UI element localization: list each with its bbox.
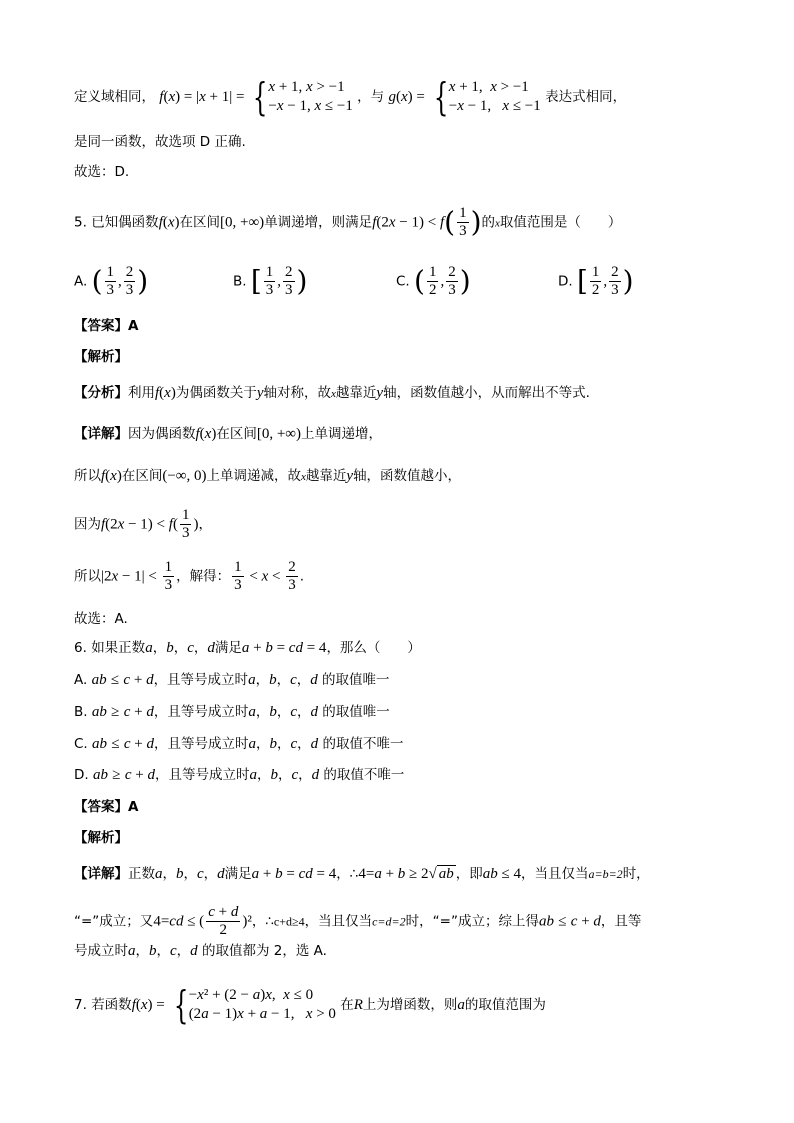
line-domain-same: 定义域相同， f(x) = |x + 1| = { x + 1, x > −1 −x − 1, x ≤ −1 ，与 g(x) = { x + 1, x > −1 −x − 1, x ≤ −1 表达式相同，: [74, 75, 627, 119]
question-6: 6. 如果正数a，b，c，d满足a + b = cd = 4，那么（ ）: [74, 640, 421, 656]
line-choose-d: 故选：D.: [74, 164, 130, 180]
question-5: 5. 已知偶函数f(x)在区间[0, +∞)单调递增，则满足f(2x − 1) < f( $\frac{1}{3}$ )的x取值范围是（ ）: [74, 205, 622, 239]
detail-5-5: 故选：A.: [74, 611, 128, 627]
piecewise-f: { x + 1, x > −1 −x − 1, x ≤ −1: [253, 75, 353, 119]
piecewise-g: { x + 1, x > −1 −x − 1, x ≤ −1: [433, 75, 541, 119]
detail-6-3: 号成立时a，b，c，d 的取值都为 2，选 A.: [74, 943, 327, 959]
q6-option-d: D. ab ≥ c + d，且等号成立时a，b，c，d 的取值不唯一: [74, 767, 405, 783]
question-7: 7. 若函数f(x) = { −x² + (2 − a)x, x ≤ 0 (2a − 1)x + a − 1, x > 0 在R上为增函数，则a的取值范围为: [74, 983, 546, 1027]
detail-5-1: 【详解】因为偶函数f(x)在区间[0, +∞)上单调递增，: [74, 426, 382, 442]
text: ，与: [357, 89, 385, 105]
option-c: C. ( $\frac{1}{2}$ , $\frac{2}{3}$ ): [396, 264, 471, 298]
question-number: 7.: [74, 997, 87, 1013]
answer-6: 【答案】A: [74, 799, 139, 815]
option-d: D. [ $\frac{1}{2}$ , $\frac{2}{3}$ ): [558, 264, 634, 298]
detail-6-1: 【详解】正数a，b，c，d满足a + b = cd = 4，∴4=a + b ≥ 2√ ab ，即ab ≤ 4，当且仅当a=b=2时，: [74, 866, 650, 882]
line-same-function: 是同一函数，故选项 D 正确.: [74, 134, 246, 150]
question-number: 6.: [74, 640, 87, 656]
question-number: 5.: [74, 214, 87, 231]
detail-5-3: 因为f(2x − 1) < f( $\frac{1}{3}$ )，: [74, 507, 212, 541]
answer-5: 【答案】A: [74, 318, 139, 334]
detail-5-2: 所以f(x)在区间(−∞, 0)上单调递减，故x越靠近y轴，函数值越小，: [74, 468, 462, 484]
option-a: A. ( $\frac{1}{3}$ , $\frac{2}{3}$ ): [74, 264, 149, 298]
piecewise-q7: { −x² + (2 − a)x, x ≤ 0 (2a − 1)x + a − 1, x > 0: [173, 983, 336, 1027]
detail-5-4: 所以|2x − 1| < $\frac{1}{3}$ ，解得： $\frac{1}{3}$ < x < $\frac{2}{3}$ .: [74, 559, 305, 593]
q6-option-a: A. ab ≤ c + d，且等号成立时a，b，c，d 的取值唯一: [74, 672, 390, 688]
formula-f: f: [159, 89, 164, 105]
analysis-5: 【分析】利用f(x)为偶函数关于y轴对称，故x越靠近y轴，函数值越小，从而解出不等式.: [74, 385, 590, 401]
q6-option-c: C. ab ≤ c + d，且等号成立时a，b，c，d 的取值不唯一: [74, 736, 404, 752]
q6-option-b: B. ab ≥ c + d，且等号成立时a，b，c，d 的取值唯一: [74, 704, 390, 720]
detail-6-2: “=”成立；又4=cd ≤ ( $\frac{c + d}{2}$ )²，∴c+d≥4，当且仅当c=d=2时，“=”成立；综上得ab ≤ c + d，且等: [74, 904, 642, 938]
text: 表达式相同，: [545, 89, 627, 105]
text: 定义域相同，: [74, 89, 155, 105]
analysis-5-heading: 【解析】: [74, 349, 128, 365]
analysis-6-heading: 【解析】: [74, 830, 128, 846]
option-b: B. [ $\frac{1}{3}$ , $\frac{2}{3}$ ): [233, 264, 308, 298]
